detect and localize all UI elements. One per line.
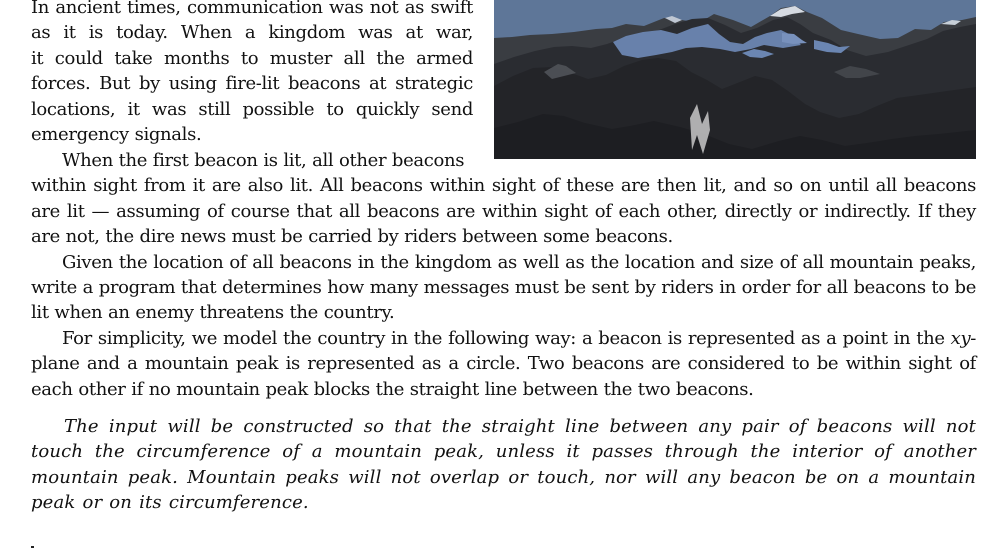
intro-line-5: locations, it was still possible to quickly send bbox=[31, 98, 473, 120]
intro-line-6: emergency signals. bbox=[31, 124, 202, 146]
intro-line-1: In ancient times, communication was not as swift bbox=[31, 0, 473, 18]
beacon-lighting-rest: within sight from it are also lit. All beacons within sight of these are then lit, and so on until all beacons are lit — assuming of course that all beacons are within sight of each other, directly or indirectly. If they are not, the dire news must be carried by riders between some beacons. bbox=[31, 175, 976, 248]
problem-body bbox=[31, 148, 976, 516]
intro-line-4: forces. But by using fire-lit beacons at strategic bbox=[31, 73, 473, 95]
mountain-range-illustration bbox=[494, 0, 976, 159]
model-text-before: For simplicity, we model the country in the following way: a beacon is represented as a point in the bbox=[62, 327, 951, 349]
model-paragraph bbox=[31, 326, 976, 402]
xy-variable: xy bbox=[950, 327, 971, 349]
input-note: The input will be constructed so that the straight line between any pair of beacons will not touch the circumference of a mountain peak, unless it passes through the interior of another mountain peak. Mountain peaks will not overlap or touch, nor will any beacon be on a mountain peak or on its circumference. bbox=[31, 416, 976, 514]
task-paragraph: Given the location of all beacons in the kingdom as well as the location and size of all mountain peaks, write a program that determines how many messages must be sent by riders in order for all beacons to be lit when an enemy threatens the country. bbox=[31, 251, 977, 324]
problem-page bbox=[31, 0, 976, 552]
cut-off-glyph bbox=[31, 546, 34, 548]
intro-line-2: as it is today. When a kingdom was at war, bbox=[31, 22, 473, 44]
paragraph-gap bbox=[31, 402, 976, 414]
beacon-lighting-lead: When the first beacon is lit, all other beacons bbox=[62, 150, 465, 171]
mountain-range-image bbox=[494, 0, 976, 159]
model-text-after: -plane and a mountain peak is represented as a circle. Two beacons are considered to be within sight of each other if no mountain peak blocks the straight line between the two beacons. bbox=[31, 327, 976, 400]
intro-line-3: it could take months to muster all the armed bbox=[31, 47, 473, 69]
intro-paragraph bbox=[31, 0, 473, 147]
beacon-lighting-paragraph bbox=[31, 148, 976, 250]
